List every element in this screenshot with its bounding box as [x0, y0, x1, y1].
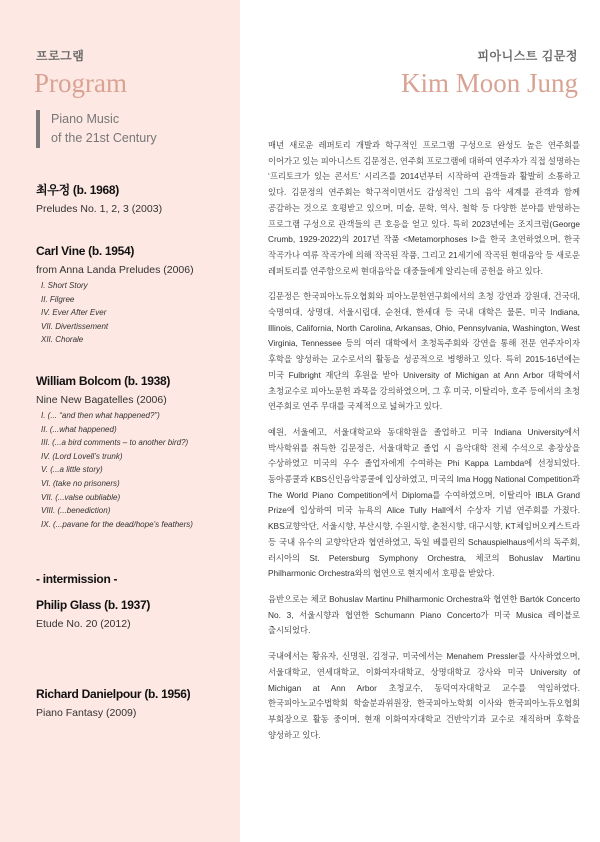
composer-name: Philip Glass (b. 1937) [36, 598, 151, 612]
bio-paragraph: 매년 새로운 레퍼토리 개발과 학구적인 프로그램 구성으로 완성도 높은 연주회를 이어가고 있는 피아니스트 김문정은, 연주회 프로그램에 대하여 연주자가 직접 설명하는 ‘프리토크가 있는 콘서트’ 시리즈를 2014년부터 시작하여 관객들과 활발히 소통하고 있다. 김문정의 연주회는 학구적이면서도 감성적인 그의 음악 세계를 관객과 함께 공감하는 것으로 호평받고 있으며, 미술, 문학, 역사, 철학 등 다양한 분야를 반영하는 프로그램 구성으로 관객들의 큰 호응을 얻고 있다. 특히 2023년에는 조지크럼(George Crumb, 1929-2022)의 2017년 작품 <Metamorphoses I>을 한국 초연하였으며, 한국 작곡가나 여류 작곡가에 의해 작곡된 작품, 그리고 21세기에 작곡된 현대음악 등 새로운 레퍼토리를 연주함으로써 현대음악을 대중들에게 알리는데 공헌을 하고 있다. [268, 140, 580, 276]
composer-name: William Bolcom (b. 1938) [36, 374, 171, 388]
movement: II. (...what happened) [41, 424, 117, 434]
work-title: from Anna Landa Preludes (2006) [36, 264, 194, 276]
program-label-ko: 프로그램 [36, 49, 85, 63]
movement: III. (...a bird comments – to another bird?) [41, 438, 189, 448]
bio-paragraph: 국내에서는 황유자, 신명원, 김정규, 미국에서는 Menahem Pressler를 사사하였으며, 서울대학교, 연세대학교, 이화여자대학교, 상명대학교 강사와 미국 University of Michigan at Ann Arbor 초청교수, 동덕여자대학교 교수를 역임하였다. 한국피아노교수법학회 학술분과위원장, 한국피아노학회 이사와 한국피아노듀오협회 부회장으로 활동 중이며, 현재 이화여자대학교 건반악기과 교수로 재직하며 후학을 양성하고 있다. [268, 651, 580, 740]
program-item [36, 597, 150, 631]
movement: IV. Ever After Ever [41, 308, 107, 318]
work-title: Nine New Bagatelles (2006) [36, 394, 167, 406]
program-title: Program [34, 68, 127, 98]
movement: I. Short Story [41, 281, 88, 290]
program-item [36, 373, 193, 531]
program-item [36, 182, 162, 216]
program-item [36, 686, 190, 720]
movement-list [36, 279, 194, 347]
bio-paragraph: 예원, 서울예고, 서울대학교와 동대학원을 졸업하고 미국 Indiana University에서 박사학위를 취득한 김문정은, 서울대학교 졸업 시 음악대학 전체 수석으로 총장상을 수상하였고 미국의 우수 졸업자에게 수여하는 Phi Kappa Lambda에 선정되었다. 동아콩쿨과 KBS신인음악콩쿨에 입상하였고, 미국의 Ima Hogg National Competition과 The World Piano Competition에서 Diploma를 수여하였으며, 이탈리아 IBLA Grand Prize에 입상하여 미국 뉴욕의 Alice Tully Hall에서 수상자 기념 연주회를 가졌다. KBS교향악단, 서울시향, 부산시향, 수원시향, 춘천시향, 대구시향, KT체임버오케스트라 등 국내 유수의 교향악단과 협연하였고, 독일 베를린의 Schauspielhaus에서의 독주회, 러시아의 St. Petersburg Symphony Orchestra, 체코의 Bohuslav Martinu Philharmonic Orchestra와의 협연으로 현지에서 호평을 받았다. [268, 426, 580, 579]
composer-name: 최우정 (b. 1968) [36, 183, 119, 197]
movement: I. (... “and then what happened?”) [41, 411, 160, 420]
movement: IX. (...pavane for the dead/hope’s feathers) [41, 519, 193, 529]
movement: V. (...a little story) [41, 465, 103, 475]
composer-name: Richard Danielpour (b. 1956) [36, 687, 191, 701]
work-title: Piano Fantasy (2009) [36, 707, 137, 719]
movement: II. Filgree [41, 294, 75, 304]
work-title: Etude No. 20 (2012) [36, 618, 131, 630]
subtitle-line: of the 21st Century [51, 131, 157, 145]
biography [268, 138, 580, 753]
pianist-label-ko: 피아니스트 김문정 [477, 49, 578, 63]
movement: VII. (...valse oubliable) [41, 492, 121, 502]
movement: XII. Chorale [41, 335, 84, 345]
movement: VI. (take no prisoners) [41, 478, 120, 488]
intermission: - intermission - [36, 572, 118, 586]
movement: IV. (Lord Lovell’s trunk) [41, 451, 123, 461]
pianist-name: Kim Moon Jung [400, 68, 578, 98]
movement-list [36, 409, 193, 531]
work-title: Preludes No. 1, 2, 3 (2003) [36, 203, 163, 215]
movement: VIII. (...benediction) [41, 506, 111, 516]
program-subtitle [36, 110, 157, 148]
program-panel [0, 0, 240, 842]
subtitle-line: Piano Music [51, 112, 120, 126]
bio-paragraph: 음반으로는 체코 Bohuslav Martinu Philharmonic Orchestra와 협연한 Bartók Concerto No. 3, 서울시향과 협연한 Schumann Piano Concerto가 미국 Musica 레이블로 출시되었다. [268, 593, 580, 636]
movement: VII. Divertissement [41, 321, 109, 331]
program-item [36, 243, 194, 347]
bio-paragraph: 김문정은 한국피아노듀오협회와 피아노문헌연구회에서의 초청 강연과 강원대, 건국대, 숙명여대, 상명대, 서울시립대, 순천대, 한세대 등 국내 대학은 물론, 미국 Indiana, Illinois, California, North Carolina, Arkansas, Ohio, Pennsylvania, Washington, West Virginia, Tennessee 등의 여러 대학에서 초청독주회와 강연을 통해 전문 연주자이자 후학을 양성하는 교수로서의 활동을 성공적으로 병행하고 있다. 특히 2015-16년에는 미국 Fulbright 재단의 후원을 받아 University of Michigan at Ann Arbor 대학에서 초청교수로 피아노문헌 과목을 강의하였으며, 그 후 미국, 이탈리아, 호주 등에서의 초청 연주회로 연주 무대를 국제적으로 넓혀가고 있다. [268, 291, 580, 412]
composer-name: Carl Vine (b. 1954) [36, 244, 135, 258]
